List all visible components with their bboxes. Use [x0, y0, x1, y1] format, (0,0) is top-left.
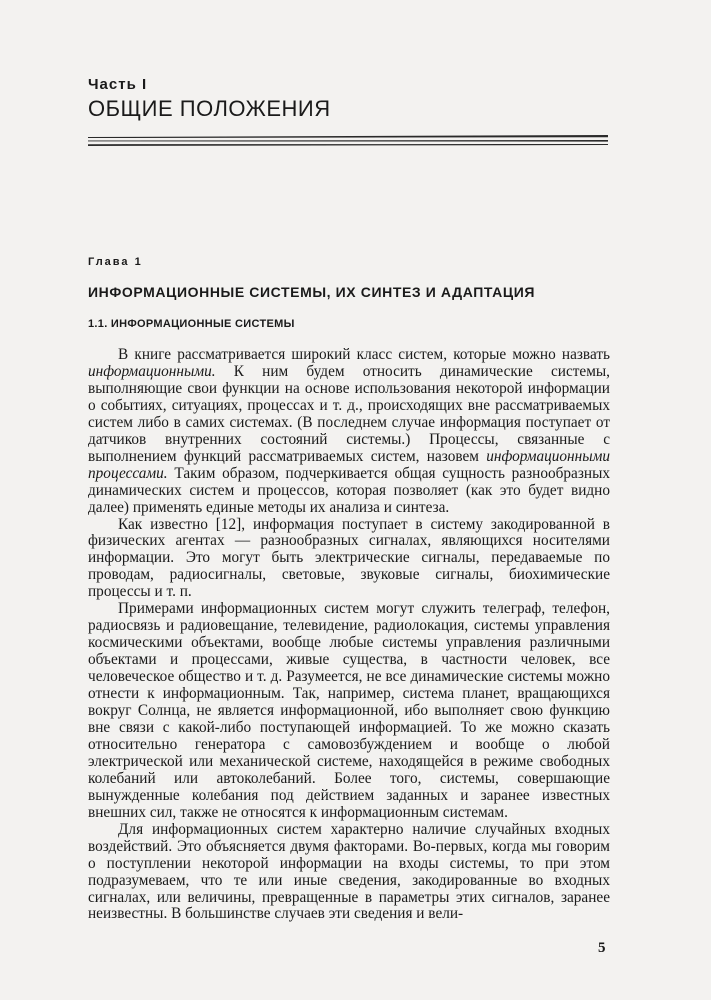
chapter-label: Глава 1	[88, 256, 143, 268]
part-title: ОБЩИЕ ПОЛОЖЕНИЯ	[88, 96, 331, 121]
chapter-title: ИНФОРМАЦИОННЫЕ СИСТЕМЫ, ИХ СИНТЕЗ И АДАПТАЦИЯ	[88, 284, 536, 300]
paragraph: В книге рассматривается широкий класс систем, которые можно назвать информационными. К ним будем относить динамические системы, выполняющие свои функции на основе использования некоторой информации о событиях, ситуациях, процессах и т. д., происходящих вне рассматриваемых систем либо в самих системах. (В последнем случае информация поступает от датчиков внутренних состояний системы.) Процессы, связанные с выполнением функций рассматриваемых систем, назовем информационными процессами. Таким образом, подчеркивается общая сущность разнообразных динамических систем и процессов, которая позволяет (как это будет видно далее) применять единые методы их анализа и синтеза.	[88, 346, 610, 516]
body-text	[88, 347, 610, 923]
page-number: 5	[598, 940, 606, 956]
paragraph: Для информационных систем характерно наличие случайных входных воздействий. Это объясняется двумя факторами. Во-первых, когда мы говорим о поступлении некоторой информации на входы системы, то при этом подразумеваем, что те или иные сведения, закодированные во входных сигналах, или величины, превращенные в параметры этих сигналов, заранее неизвестны. В большинстве случаев эти сведения и вели-	[88, 820, 610, 923]
emphasis-term: информационными процессами.	[88, 447, 610, 482]
part-label: Часть I	[88, 76, 148, 93]
paragraph: Примерами информационных систем могут служить телеграф, телефон, радиосвязь и радиовещание, телевидение, радиолокация, системы управления космическими объектами, вообще любые системы управления различными объектами и процессами, живые существа, в частности человек, все человеческое общество и т. д. Разумеется, не все динамические системы можно отнести к информационным. Так, например, система планет, вращающихся вокруг Солнца, не является информационной, ибо выполняет свою функцию вне связи с какой-либо поступающей информацией. То же можно сказать относительно генератора с самовозбуждением и вообще о любой электрической или механической системе, находящейся в режиме свободных колебаний или автоколебаний. Более того, системы, совершающие вынужденные колебания под действием заданных и заранее известных внешних сил, также не относятся к информационным системам.	[88, 600, 610, 821]
section-title: 1.1. ИНФОРМАЦИОННЫЕ СИСТЕМЫ	[88, 318, 295, 330]
emphasis-term: информационными.	[88, 362, 216, 380]
decorative-rule	[88, 134, 608, 148]
paragraph: Как известно [12], информация поступает в систему закодированной в физических агентах — разнообразных сигналах, являющихся носителями информации. Это могут быть электрические сигналы, передаваемые по проводам, радиосигналы, световые, звуковые сигналы, биохимические процессы и т. п.	[88, 515, 610, 601]
